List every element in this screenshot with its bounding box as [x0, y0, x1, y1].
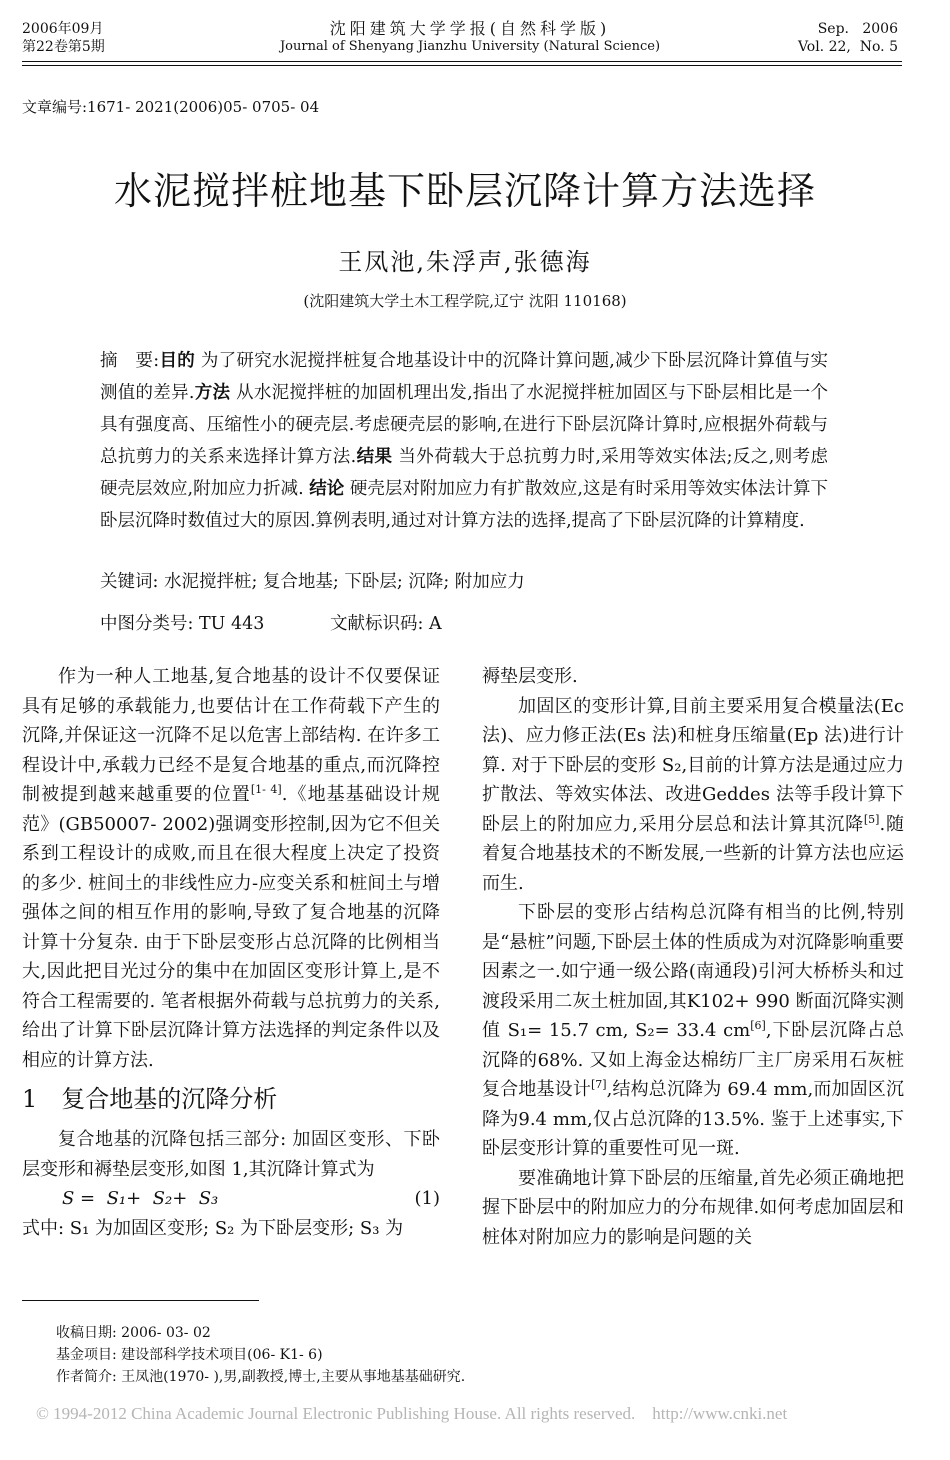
section-number: 1 [22, 1085, 38, 1113]
case-paragraph [482, 898, 904, 1164]
header-rule-top [22, 61, 902, 62]
abstract-purpose-label: 目的 [159, 351, 195, 371]
deformation-text-b: .随着复合地基技术的不断发展,一些新的计算方法也应运而生. [482, 813, 904, 894]
header-volume-cn: 第22卷第5期 [22, 39, 105, 55]
continued-paragraph: 褥垫层变形. [482, 666, 578, 687]
header-center [230, 20, 710, 56]
abstract-method: 从水泥搅拌桩的加固机理出发,指出了水泥搅拌桩加固区与下卧层相比是一个具有强度高、压缩性小的硬壳层.考虑硬壳层的影响,在进行下卧层沉降计算时,应根据外荷载与总抗剪力的关系来选择计算方法. [100, 383, 829, 467]
abstract-result: 当外荷载大于总抗剪力时,采用等效实体法;反之,则考虑硬壳层效应,附加应力折减. [100, 447, 829, 499]
clc-number: 中图分类号: TU 443 [100, 614, 265, 634]
header-left [22, 20, 105, 56]
footnote-fund: 基金项目: 建设部科学技术项目(06- K1- 6) [56, 1347, 323, 1363]
journal-name-cn: 沈阳建筑大学学报(自然科学版) [329, 19, 611, 38]
abstract-conclusion: 硬壳层对附加应力有扩散效应,这是有时采用等效实体法计算下卧层沉降时数值过大的原因.算例表明,通过对计算方法的选择,提高了下卧层沉降的计算精度. [100, 479, 829, 531]
equation-1 [22, 1184, 440, 1214]
intro-text-a: 作为一种人工地基,复合地基的设计不仅要保证具有足够的承载能力,也要估计在工作荷载下产生的沉降,并保证这一沉降不足以危害上部结构. 在许多工程设计中,承载力已经不是复合地基的重点,而沉降控制被提到越来越重要的位置 [22, 666, 440, 805]
journal-name-en: Journal of Shenyang Jianzhu University (Natural Science) [279, 39, 661, 54]
footnotes [56, 1322, 465, 1388]
body-left-column [22, 662, 440, 1243]
article-number: 文章编号:1671- 2021(2006)05- 0705- 04 [22, 98, 320, 116]
equation-body: S = S₁+ S₂+ S₃ [62, 1188, 219, 1209]
equation-number: (1) [414, 1188, 440, 1209]
copyright-notice: © 1994-2012 China Academic Journal Electronic Publishing House. All rights reserved. http://www.cnki.net [36, 1404, 788, 1423]
abstract-result-label: 结果 [356, 447, 393, 467]
intro-paragraph [22, 662, 440, 1075]
abstract-purpose: 为了研究水泥搅拌桩复合地基设计中的沉降计算问题,减少下卧层沉降计算值与实测值的差异. [100, 351, 829, 403]
section-paragraph: 复合地基的沉降包括三部分: 加固区变形、下卧层变形和褥垫层变形,如图 1,其沉降计算式为 [22, 1129, 440, 1180]
section-title: 复合地基的沉降分析 [61, 1085, 278, 1113]
case-text-b: ,下卧层沉降占总沉降的68%. 又如上海金达棉纺厂主厂房采用石灰桩复合地基设计 [482, 1020, 904, 1100]
case-text-a: 下卧层的变形占结构总沉降有相当的比例,特别是“悬桩”问题,下卧层土体的性质成为对沉降影响重要因素之一.如宁通一级公路(南通段)引河大桥桥头和过渡段采用二灰土桩加固,其K102+ 990 断面沉降实测值 S₁= 15.7 cm, S₂= 33.4 cm [482, 902, 904, 1041]
citation-6: [6] [750, 1019, 766, 1032]
abstract-conclusion-label: 结论 [309, 479, 345, 499]
document-code: 文献标识码: A [330, 614, 442, 634]
footnote-received: 收稿日期: 2006- 03- 02 [56, 1325, 211, 1341]
paper-authors: 王凤池,朱浮声,张德海 [338, 248, 592, 276]
header-right [798, 20, 898, 56]
keywords: 关键词: 水泥搅拌桩; 复合地基; 下卧层; 沉降; 附加应力 [100, 572, 525, 592]
footnote-author-bio: 作者简介: 王凤池(1970- ),男,副教授,博士,主要从事地基基础研究. [56, 1369, 466, 1385]
header-rule-bottom [22, 65, 902, 66]
stress-paragraph: 要准确地计算下卧层的压缩量,首先必须正确地把握下卧层中的附加应力的分布规律.如何考虑加固层和桩体对附加应力的影响是问题的关 [482, 1167, 904, 1248]
deformation-paragraph [482, 692, 904, 899]
citation-5: [5] [863, 812, 880, 826]
case-text-c: ,结构总沉降为 69.4 mm,而加固区沉降为9.4 mm,仅占总沉降的13.5%. 鉴于上述事实,下卧层变形计算的重要性可见一斑. [482, 1079, 905, 1159]
deformation-text-a: 加固区的变形计算,目前主要采用复合模量法(Ec 法)、应力修正法(Es 法)和桩身压缩量(Ep 法)进行计算. 对于下卧层的变形 S₂,目前的计算方法是通过应力扩散法、等效实体法、改进Geddes 法等手段计算下卧层上的附加应力,采用分层总和法计算其沉降 [482, 695, 904, 835]
abstract [100, 345, 828, 537]
abstract-label: 摘 要: [100, 351, 160, 371]
footnote-rule [22, 1300, 259, 1301]
intro-text-b: .《地基基础设计规范》(GB50007- 2002)强调变形控制,因为它不但关系到工程设计的成败,而且在很大程度上决定了投资的多少. 桩间土的非线性应力-应变关系和桩间土与增强体之间的相互作用的影响,导致了复合地基的沉降计算十分复杂. 由于下卧层变形占总沉降的比例相当大,因此把目光过分的集中在加固区变形计算上,是不符合工程需要的. 笔者根据外荷载与总抗剪力的关系,给出了计算下卧层沉降计算方法选择的判定条件以及相应的计算方法. [22, 784, 440, 1071]
citation-7: [7] [591, 1078, 607, 1091]
header-date-en: Sep. 2006 [817, 21, 898, 37]
paper-title: 水泥搅拌桩地基下卧层沉降计算方法选择 [113, 169, 816, 213]
section-heading [22, 1081, 440, 1117]
header-date-cn: 2006年09月 [22, 21, 104, 37]
header-volume-en: Vol. 22, No. 5 [797, 39, 898, 55]
abstract-method-label: 方法 [194, 383, 231, 403]
body-right-column [482, 662, 904, 1252]
author-affiliation: (沈阳建筑大学土木工程学院,辽宁 沈阳 110168) [303, 292, 627, 310]
citation-1-4: [1- 4] [250, 783, 282, 796]
equation-explanation: 式中: S₁ 为加固区变形; S₂ 为下卧层变形; S₃ 为 [22, 1217, 404, 1239]
